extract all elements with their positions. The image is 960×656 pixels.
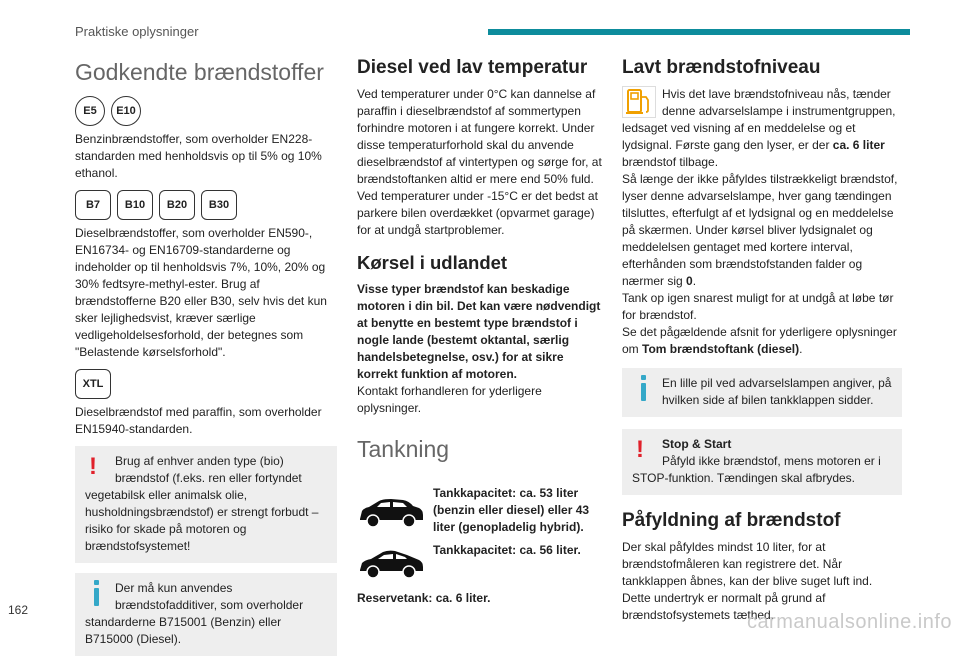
diesel-low-temp-text: Ved temperaturer under 0°C kan dannelse af paraffin i dieselbrændstof af sommertypen forhindre motoren i at fungere korrekt. Under disse temperaturforhold skal du anvende dieselbrændstof af vintertypen og sørge for, at brændstoftanken altid er mere end 50% fuld. Ved temperaturer under -15°C er det bedst at parkere bilen overdækket (opvarmet garage) for at undgå startproblemer. — [357, 87, 602, 237]
driving-abroad-title: Kørsel i udlandet — [357, 252, 508, 273]
column-low-fuel — [622, 52, 902, 624]
low-fuel-p2-bold: 0 — [686, 274, 693, 288]
info-fuel-flap-text: En lille pil ved advarselslampen angiver, på hvilken side af bilen tankklappen sidder. — [662, 376, 892, 407]
page-number: 162 — [8, 603, 29, 617]
refueling-title: Tankning — [357, 436, 450, 462]
low-fuel-paragraph-1 — [622, 86, 902, 171]
fuel-badge-e10: E10 — [111, 96, 141, 126]
fuel-badge-b7: B7 — [75, 190, 111, 220]
column-approved-fuels — [75, 52, 337, 656]
header-accent-bar — [488, 29, 910, 35]
low-fuel-p2-end: . — [692, 274, 697, 288]
fuel-badge-b10: B10 — [117, 190, 153, 220]
warning-box-stop-start — [622, 429, 902, 495]
low-fuel-p2-text: Så længe der ikke påfyldes tilstrækkeligt brændstof, lyser denne advarselslampe, hver gang tændingen tilsluttes, efterfulgt af et lydsignal og en meddelelse på skærmen. Under kørsel bliver lydsignalet og meddelelsen gentaget med kortere interval, efterhånden som brændstofstanden falder og nærmer sig — [622, 172, 898, 288]
petrol-badges — [75, 96, 337, 126]
car-fastback-icon — [357, 542, 425, 582]
car-suv-icon — [357, 491, 425, 531]
info-box-fuel-flap — [622, 368, 902, 417]
capacity-text-2: Tankkapacitet: ca. 56 liter. — [433, 543, 581, 557]
xtl-badge-row — [75, 369, 337, 399]
column-diesel-refuel — [357, 52, 607, 607]
low-fuel-paragraph-2 — [622, 171, 902, 290]
low-fuel-paragraph-4 — [622, 324, 902, 358]
watermark: carmanualsonline.info — [746, 611, 952, 633]
info-icon — [632, 375, 662, 409]
warning-biofuel-text: Brug af enhver anden type (bio) brændstof (f.eks. ren eller fortyndet vegetabilsk eller animalsk olie, husholdningsbrændstof) er strengt forbudt – risiko for skade på motoren og brændstofsystemet! — [85, 454, 319, 553]
low-fuel-p1-end: brændstof tilbage. — [622, 155, 719, 169]
low-fuel-p1-bold: ca. 6 liter — [832, 138, 885, 152]
reserve-tank-text: Reservetank: ca. 6 liter. — [357, 591, 491, 605]
warning-exclamation-icon: ! — [89, 453, 97, 480]
xtl-fuel-text: Dieselbrændstof med paraffin, som overholder EN15940-standarden. — [75, 405, 322, 436]
low-fuel-p4-text: Se det pågældende afsnit for yderligere oplysninger om — [622, 325, 897, 356]
section-title: Praktiske oplysninger — [75, 24, 199, 39]
low-fuel-p4-bold: Tom brændstoftank (diesel) — [642, 342, 800, 356]
low-fuel-p1-text: Hvis det lave brændstofniveau nås, tænder denne advarselslampe i instrumentgruppen, ledsaget ved visning af en meddelelse og et lydsignal. Første gang den lyser, er der — [622, 87, 896, 152]
petrol-fuel-text: Benzinbrændstoffer, som overholder EN228-standarden med henholdsvis op til 5% og 10% ethanol. — [75, 132, 322, 180]
approved-fuels-title: Godkendte brændstoffer — [75, 59, 324, 85]
info-box-additives — [75, 573, 337, 656]
low-fuel-paragraph-3: Tank op igen snarest muligt for at undgå at løbe tør for brændstof. — [622, 291, 894, 322]
fuel-badge-e5: E5 — [75, 96, 105, 126]
low-fuel-title: Lavt brændstofniveau — [622, 57, 821, 78]
fuel-badge-xtl: XTL — [75, 369, 111, 399]
capacity-row-1 — [357, 485, 607, 536]
refuel-fill-title: Påfyldning af brændstof — [622, 510, 841, 531]
capacity-row-2 — [357, 542, 607, 582]
low-fuel-p4-end: . — [799, 342, 803, 356]
warning-exclamation-icon: ! — [636, 436, 644, 463]
capacity-text-1: Tankkapacitet: ca. 53 liter (benzin eller diesel) eller 43 liter (genopladelig hybrid). — [433, 486, 590, 534]
diesel-badges — [75, 190, 337, 220]
info-additives-text: Der må kun anvendes brændstofadditiver, som overholder standarderne B715001 (Benzin) eller B715000 (Diesel). — [85, 581, 304, 646]
driving-abroad-text: Kontakt forhandleren for yderligere oplysninger. — [357, 384, 542, 415]
diesel-fuel-text: Dieselbrændstoffer, som overholder EN590-, EN16734- og EN16709-standarderne og indeholder op til henholdsvis 7%, 10%, 20% og 30% fedtsyre-methyl-ester. Brug af brændstofferne B20 eller B30, selv hvis det kun sker lejlighedsvist, kræver særlige vedligeholdelsesforhold, der betegnes som "Belastende kørselsforhold". — [75, 226, 327, 359]
info-icon — [85, 580, 115, 614]
stop-start-text: Påfyld ikke brændstof, mens motoren er i STOP-funktion. Tændingen skal afbrydes. — [632, 454, 881, 485]
fuel-badge-b20: B20 — [159, 190, 195, 220]
fuel-badge-b30: B30 — [201, 190, 237, 220]
driving-abroad-bold-text: Visse typer brændstof kan beskadige motoren i din bil. Det kan være nødvendigt at benytte en bestemt type brændstof i nogle lande (bestemt oktantal, særlig handelsbetegnelse, osv.) for at sikre korrekt funktion af motoren. — [357, 282, 601, 381]
refuel-fill-text: Der skal påfyldes mindst 10 liter, for at brændstofmåleren kan registrere det. Når tankklappen åbnes, kan der blive suget luft ind. Dette undertryk er normalt på grund af brændstofsystemets tæthed. — [622, 540, 873, 622]
stop-start-title: Stop & Start — [662, 437, 732, 451]
diesel-low-temp-title: Diesel ved lav temperatur — [357, 57, 588, 78]
warning-box-biofuel — [75, 446, 337, 563]
low-fuel-warning-icon — [622, 86, 656, 118]
